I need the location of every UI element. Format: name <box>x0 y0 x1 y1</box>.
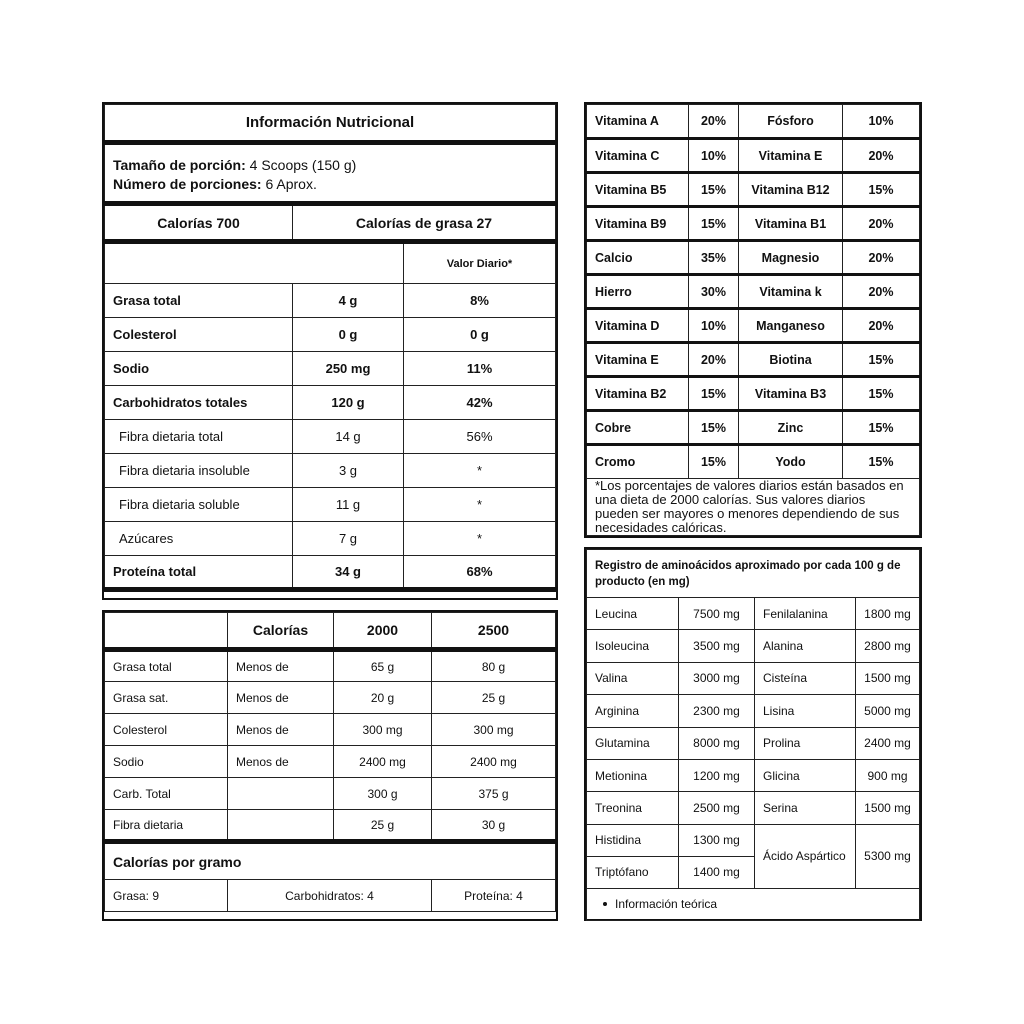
daily-value-2500: 300 mg <box>432 714 556 746</box>
dv-header-spacer <box>105 242 404 284</box>
amino-name: Fenilalanina <box>755 598 856 630</box>
daily-value-2000: 20 g <box>334 682 432 714</box>
daily-value-2500: 30 g <box>432 810 556 842</box>
vitamin-name: Vitamina D <box>587 309 689 343</box>
nutrient-row <box>105 386 556 420</box>
daily-row <box>105 746 556 778</box>
nutrient-row <box>105 488 556 522</box>
daily-qualifier <box>228 778 334 810</box>
vitamin-pct: 15% <box>689 377 739 411</box>
daily-value-2500: 25 g <box>432 682 556 714</box>
vitamin-row <box>587 275 920 309</box>
vitamin-pct: 15% <box>843 411 920 445</box>
vitamin-name: Vitamina B3 <box>739 377 843 411</box>
vitamin-name: Yodo <box>739 445 843 479</box>
vitamin-name: Vitamina B5 <box>587 173 689 207</box>
bullet-icon <box>603 902 607 906</box>
vitamin-row <box>587 139 920 173</box>
nutrient-dv: 0 g <box>404 318 556 352</box>
amino-name: Cisteína <box>755 662 856 694</box>
vitamins-table <box>586 104 920 536</box>
amino-name: Arginina <box>587 695 679 727</box>
daily-qualifier: Menos de <box>228 650 334 682</box>
serving-label: Tamaño de porción: <box>113 157 246 173</box>
amino-row <box>587 662 920 694</box>
daily-qualifier: Menos de <box>228 746 334 778</box>
vitamin-name: Vitamina B12 <box>739 173 843 207</box>
vitamin-row <box>587 377 920 411</box>
vitamin-pct: 20% <box>843 241 920 275</box>
portions-value: 6 Aprox. <box>265 176 317 192</box>
amino-acids-panel <box>584 547 922 921</box>
amino-value: 7500 mg <box>679 598 755 630</box>
nutrient-dv: 68% <box>404 556 556 590</box>
nutrient-amount: 11 g <box>293 488 404 522</box>
daily-name: Colesterol <box>105 714 228 746</box>
daily-name: Sodio <box>105 746 228 778</box>
nutrient-name: Fibra dietaria total <box>105 420 293 454</box>
amino-row <box>587 727 920 759</box>
daily-value-2000: 300 mg <box>334 714 432 746</box>
amino-value: 1400 mg <box>679 856 755 888</box>
vitamin-pct: 10% <box>843 105 920 139</box>
daily-row <box>105 778 556 810</box>
vitamin-name: Biotina <box>739 343 843 377</box>
daily-value-2000: 2400 mg <box>334 746 432 778</box>
nutrient-dv: 11% <box>404 352 556 386</box>
amino-value: 900 mg <box>856 759 920 791</box>
vitamin-row <box>587 173 920 207</box>
daily-values-table <box>104 612 556 912</box>
nutrient-name: Carbohidratos totales <box>105 386 293 420</box>
amino-name: Leucina <box>587 598 679 630</box>
amino-value: 2800 mg <box>856 630 920 662</box>
nutrient-dv: 42% <box>404 386 556 420</box>
vitamin-pct: 15% <box>689 207 739 241</box>
amino-footer-text: Información teórica <box>615 897 718 912</box>
vitamin-name: Magnesio <box>739 241 843 275</box>
nutrient-row <box>105 318 556 352</box>
amino-title: Registro de aminoácidos aproximado por cada 100 g de producto (en mg) <box>587 550 920 598</box>
daily-value-2500: 375 g <box>432 778 556 810</box>
vitamin-pct: 20% <box>843 275 920 309</box>
daily-qualifier: Menos de <box>228 714 334 746</box>
vitamin-pct: 15% <box>689 445 739 479</box>
nutrient-name: Grasa total <box>105 284 293 318</box>
calories: Calorías 700 <box>105 204 293 242</box>
amino-value: 8000 mg <box>679 727 755 759</box>
nutrient-amount: 7 g <box>293 522 404 556</box>
daily-name: Carb. Total <box>105 778 228 810</box>
nutrient-amount: 120 g <box>293 386 404 420</box>
amino-value: 1800 mg <box>856 598 920 630</box>
nutrient-dv: * <box>404 488 556 522</box>
amino-name: Alanina <box>755 630 856 662</box>
vitamin-row <box>587 105 920 139</box>
amino-name: Valina <box>587 662 679 694</box>
vitamin-name: Vitamina A <box>587 105 689 139</box>
amino-row <box>587 759 920 791</box>
vitamin-pct: 15% <box>843 173 920 207</box>
vitamin-name: Vitamina B9 <box>587 207 689 241</box>
amino-name: Lisina <box>755 695 856 727</box>
nutrient-row <box>105 420 556 454</box>
vitamin-name: Hierro <box>587 275 689 309</box>
amino-name: Glicina <box>755 759 856 791</box>
nutrient-dv: 8% <box>404 284 556 318</box>
nutrient-name: Sodio <box>105 352 293 386</box>
nutrient-name: Proteína total <box>105 556 293 590</box>
nutrient-row <box>105 454 556 488</box>
daily-qualifier <box>228 810 334 842</box>
vitamin-name: Vitamina C <box>587 139 689 173</box>
fat-calories: Calorías de grasa 27 <box>293 204 556 242</box>
vitamin-pct: 15% <box>689 173 739 207</box>
serving-info <box>105 143 556 204</box>
nutrient-row <box>105 556 556 590</box>
nutrition-title: Información Nutricional <box>105 105 556 143</box>
amino-row <box>587 598 920 630</box>
vitamin-row <box>587 411 920 445</box>
amino-name: Prolina <box>755 727 856 759</box>
amino-name: Triptófano <box>587 856 679 888</box>
amino-value: 1500 mg <box>856 792 920 824</box>
nutrient-name: Fibra dietaria insoluble <box>105 454 293 488</box>
amino-name: Metionina <box>587 759 679 791</box>
vitamin-pct: 20% <box>689 105 739 139</box>
daily-row <box>105 682 556 714</box>
vitamin-name: Vitamina k <box>739 275 843 309</box>
vitamin-row <box>587 309 920 343</box>
amino-value: 2500 mg <box>679 792 755 824</box>
nutrient-name: Colesterol <box>105 318 293 352</box>
nutrient-row <box>105 352 556 386</box>
daily-qualifier: Menos de <box>228 682 334 714</box>
vitamin-pct: 15% <box>689 411 739 445</box>
nutrition-facts-table <box>104 104 556 592</box>
nutrient-dv: * <box>404 522 556 556</box>
nutrition-facts-panel <box>102 102 558 600</box>
daily-values-panel <box>102 610 558 921</box>
amino-value: 2400 mg <box>856 727 920 759</box>
vitamin-name: Vitamina B1 <box>739 207 843 241</box>
nutrient-amount: 250 mg <box>293 352 404 386</box>
amino-value: 5300 mg <box>856 824 920 888</box>
nutrient-row <box>105 522 556 556</box>
daily-value-note: *Los porcentajes de valores diarios están basados en una dieta de 2000 calorías. Sus valores diarios pueden ser mayores o menores dependiendo de sus necesidades calóricas. <box>587 479 920 536</box>
daily-row <box>105 810 556 842</box>
vitamin-name: Vitamina E <box>587 343 689 377</box>
daily-header-2000: 2000 <box>334 613 432 650</box>
nutrient-amount: 14 g <box>293 420 404 454</box>
nutrient-dv: 56% <box>404 420 556 454</box>
amino-name: Glutamina <box>587 727 679 759</box>
vitamin-row <box>587 445 920 479</box>
amino-value: 1200 mg <box>679 759 755 791</box>
vitamin-name: Zinc <box>739 411 843 445</box>
amino-name: Isoleucina <box>587 630 679 662</box>
daily-value-2500: 2400 mg <box>432 746 556 778</box>
vitamin-row <box>587 343 920 377</box>
per-gram-title: Calorías por gramo <box>105 842 556 880</box>
per-gram-carbs: Carbohidratos: 4 <box>228 880 432 912</box>
amino-value: 2300 mg <box>679 695 755 727</box>
daily-row <box>105 714 556 746</box>
nutrient-row <box>105 284 556 318</box>
vitamin-pct: 35% <box>689 241 739 275</box>
nutrient-amount: 3 g <box>293 454 404 488</box>
vitamin-pct: 20% <box>843 207 920 241</box>
vitamin-pct: 20% <box>843 309 920 343</box>
vitamin-name: Cromo <box>587 445 689 479</box>
vitamin-pct: 15% <box>843 377 920 411</box>
daily-value-2000: 300 g <box>334 778 432 810</box>
vitamin-pct: 15% <box>843 343 920 377</box>
nutrient-amount: 4 g <box>293 284 404 318</box>
nutrient-amount: 0 g <box>293 318 404 352</box>
amino-name: Histidina <box>587 824 679 856</box>
portions-label: Número de porciones: <box>113 176 262 192</box>
daily-name: Grasa sat. <box>105 682 228 714</box>
vitamin-row <box>587 241 920 275</box>
daily-header-spacer <box>105 613 228 650</box>
amino-value: 1500 mg <box>856 662 920 694</box>
daily-value-2500: 80 g <box>432 650 556 682</box>
daily-name: Grasa total <box>105 650 228 682</box>
vitamins-panel <box>584 102 922 538</box>
vitamin-row <box>587 207 920 241</box>
serving-value: 4 Scoops (150 g) <box>249 157 357 173</box>
vitamin-pct: 20% <box>689 343 739 377</box>
amino-value: 1300 mg <box>679 824 755 856</box>
nutrient-name: Azúcares <box>105 522 293 556</box>
nutrient-amount: 34 g <box>293 556 404 590</box>
amino-row <box>587 630 920 662</box>
amino-name: Ácido Aspártico <box>755 824 856 888</box>
vitamin-name: Manganeso <box>739 309 843 343</box>
amino-row <box>587 695 920 727</box>
amino-value: 5000 mg <box>856 695 920 727</box>
per-gram-protein: Proteína: 4 <box>432 880 556 912</box>
daily-row <box>105 650 556 682</box>
vitamin-name: Vitamina E <box>739 139 843 173</box>
vitamin-name: Calcio <box>587 241 689 275</box>
nutrient-dv: * <box>404 454 556 488</box>
amino-footer <box>587 888 920 920</box>
nutrient-name: Fibra dietaria soluble <box>105 488 293 522</box>
dv-header: Valor Diario* <box>404 242 556 284</box>
amino-name: Serina <box>755 792 856 824</box>
amino-acids-table <box>586 549 920 921</box>
amino-row <box>587 792 920 824</box>
daily-header-2500: 2500 <box>432 613 556 650</box>
vitamin-pct: 10% <box>689 309 739 343</box>
amino-value: 3500 mg <box>679 630 755 662</box>
daily-value-2000: 25 g <box>334 810 432 842</box>
daily-name: Fibra dietaria <box>105 810 228 842</box>
vitamin-pct: 10% <box>689 139 739 173</box>
vitamin-pct: 20% <box>843 139 920 173</box>
vitamin-name: Vitamina B2 <box>587 377 689 411</box>
amino-name: Treonina <box>587 792 679 824</box>
daily-header-calories: Calorías <box>228 613 334 650</box>
vitamin-pct: 30% <box>689 275 739 309</box>
vitamin-pct: 15% <box>843 445 920 479</box>
amino-value: 3000 mg <box>679 662 755 694</box>
vitamin-name: Cobre <box>587 411 689 445</box>
per-gram-fat: Grasa: 9 <box>105 880 228 912</box>
vitamin-name: Fósforo <box>739 105 843 139</box>
daily-value-2000: 65 g <box>334 650 432 682</box>
